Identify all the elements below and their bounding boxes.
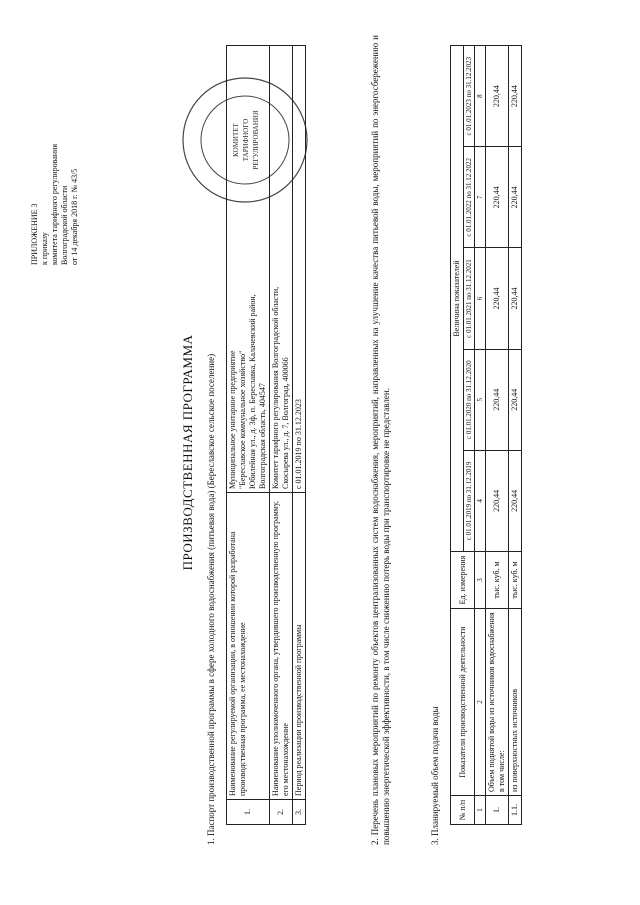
section-1-heading: 1. Паспорт производственной программы в сфере холодного водоснабжения (питьевая вода) (Береславское сельское поселение) <box>206 353 216 845</box>
colnum: 1 <box>475 796 486 825</box>
colnum: 7 <box>475 147 486 248</box>
row-value: 220,44 <box>486 349 509 450</box>
column-number-row <box>475 46 486 825</box>
row-unit: тыс. куб. м <box>486 552 509 609</box>
seal-text-2: ТАРИФНОГО <box>242 118 250 162</box>
period-header-5: с 01.01.2023 по 31.12.2023 <box>464 46 475 147</box>
row-value: 220,44 <box>509 248 522 349</box>
document-title: ПРОИЗВОДСТВЕННАЯ ПРОГРАММА <box>180 334 195 571</box>
passport-num-1: 1. <box>227 800 270 825</box>
passport-value-1: Муниципальное унитарное предприятие "Береславское коммунальное хозяйство" Юбилейная ул., д. 3ф, п. Береславка, Калачевский район, Волгоградская область, 404547 <box>227 46 270 493</box>
colnum: 2 <box>475 609 486 796</box>
table-row <box>227 46 270 825</box>
row-value: 220,44 <box>486 46 509 147</box>
colnum: 5 <box>475 349 486 450</box>
row-value: 220,44 <box>509 147 522 248</box>
colnum: 8 <box>475 46 486 147</box>
row-value: 220,44 <box>509 46 522 147</box>
table-row <box>486 46 509 825</box>
appendix-title: ПРИЛОЖЕНИЕ 3 <box>30 203 39 265</box>
period-header-1: с 01.01.2019 по 31.12.2019 <box>464 450 475 551</box>
passport-label-3: Период реализации производственной программы <box>293 493 306 800</box>
seal-text-1: КОМИТЕТ <box>232 123 240 157</box>
row-value: 220,44 <box>486 248 509 349</box>
section-3-heading: 3. Планируемый объем подачи воды <box>430 706 440 845</box>
section-2-text: 2. Перечень плановых мероприятий по ремонту объектов централизованных систем водоснабжения, мероприятий, направленных на улучшение качества питьевой воды, мероприятий по энергосбережению и повышению энергетической эффективности, в том числе снижению потерь воды при транспортировке не представлен. <box>370 35 391 845</box>
row-num: 1. <box>486 796 509 825</box>
appendix-line-2: комитета тарифного регулирования <box>50 143 59 265</box>
water-supply-table <box>450 45 522 825</box>
colnum: 3 <box>475 552 486 609</box>
row-indicator: из поверхностных источников <box>509 609 522 796</box>
passport-label-1: Наименование регулируемой организации, в отношении которой разработана производственная программа, ее местонахождение <box>227 493 270 800</box>
period-header-2: с 01.01.2020 по 31.12.2020 <box>464 349 475 450</box>
col-header-values: Величина показателей <box>451 46 464 552</box>
period-header-4: с 01.01.2022 по 31.12.2022 <box>464 147 475 248</box>
row-value: 220,44 <box>486 147 509 248</box>
table-row <box>509 46 522 825</box>
col-header-indicator: Показатели производственной деятельности <box>451 609 475 796</box>
passport-label-2: Наименование уполномоченного органа, утвердившего производственную программу, его местонахождение <box>270 493 293 800</box>
appendix-line-3: Волгоградской области <box>60 185 69 265</box>
appendix-header <box>30 45 80 265</box>
col-header-unit: Ед. измерения <box>451 552 475 609</box>
table-header-row <box>451 46 464 825</box>
passport-num-3: 3. <box>293 800 306 825</box>
appendix-line-1: к приказу <box>40 232 49 265</box>
row-unit: тыс. куб. м <box>509 552 522 609</box>
row-value: 220,44 <box>509 349 522 450</box>
passport-value-3: с 01.01.2019 по 31.12.2023 <box>293 46 306 493</box>
row-indicator: Объем поднятой воды из источников водоснабжения в том числе: <box>486 609 509 796</box>
row-num: 1.1. <box>509 796 522 825</box>
table-row <box>270 46 293 825</box>
table-row <box>293 46 306 825</box>
passport-value-2: Комитет тарифного регулирования Волгоградской области, Скосырева ул., д. 7, Волгоград, 400066 <box>270 46 293 493</box>
col-header-num: № п/п <box>451 796 475 825</box>
seal-text-3: РЕГУЛИРОВАНИЯ <box>252 110 260 170</box>
passport-table <box>226 45 306 825</box>
row-value: 220,44 <box>486 450 509 551</box>
appendix-line-4: от 14 декабря 2018 г. № 43/5 <box>70 168 79 265</box>
passport-num-2: 2. <box>270 800 293 825</box>
period-header-3: с 01.01.2021 по 31.12.2021 <box>464 248 475 349</box>
colnum: 6 <box>475 248 486 349</box>
row-value: 220,44 <box>509 450 522 551</box>
colnum: 4 <box>475 450 486 551</box>
